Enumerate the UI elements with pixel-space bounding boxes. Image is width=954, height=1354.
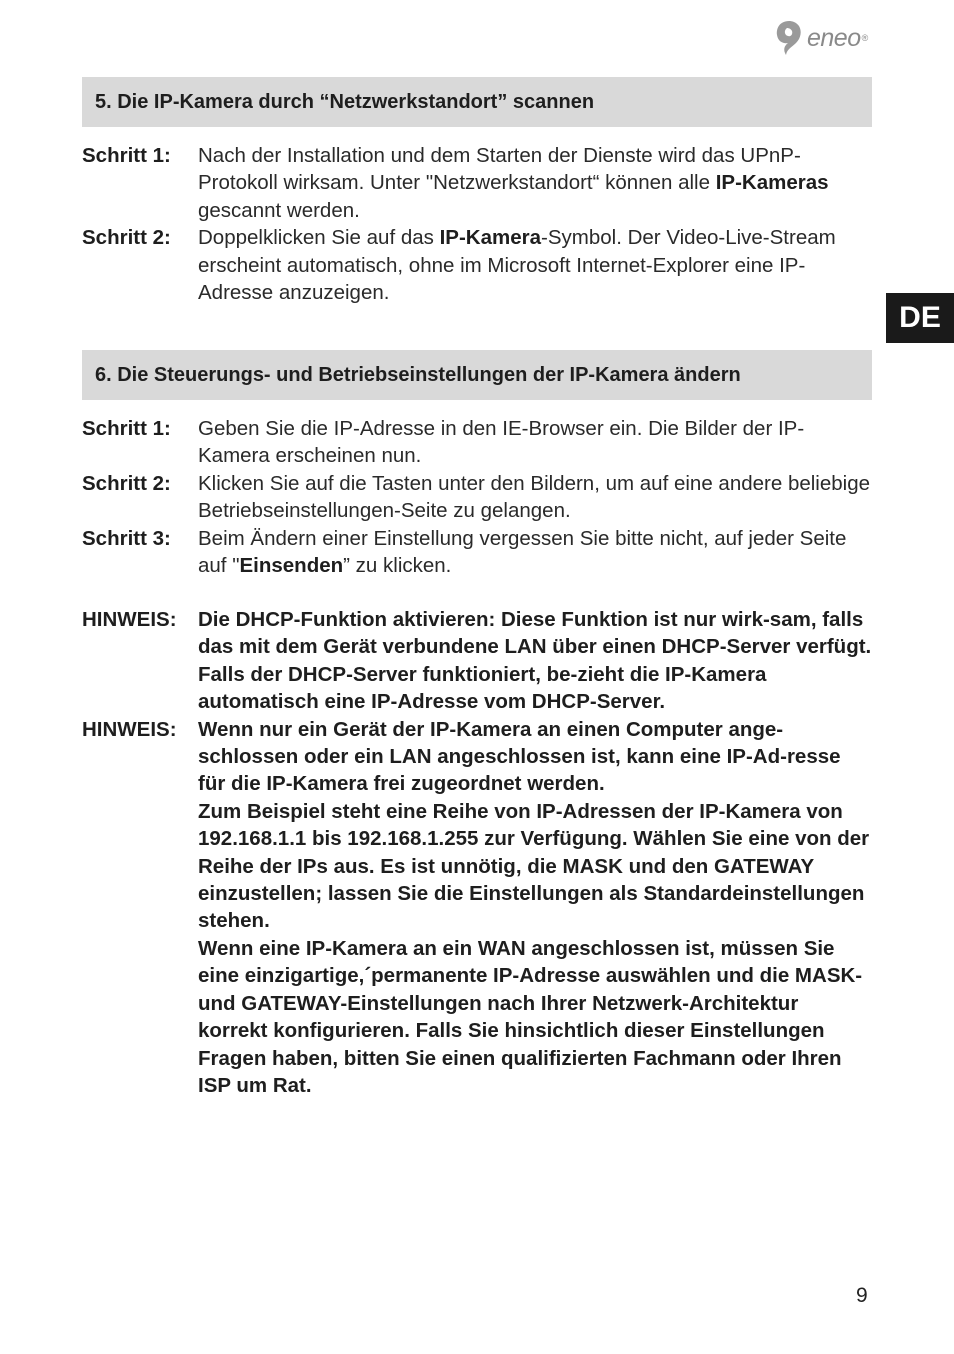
notes-block: [82, 606, 872, 1099]
eneo-swirl-icon: [774, 19, 804, 57]
section-6-step-2: [82, 470, 872, 525]
step-label: Schritt 2:: [82, 226, 171, 250]
step-text: Beim Ändern einer Einstellung vergessen Sie bitte nicht, auf jeder Seite auf "Einsenden” zu klicken.: [198, 526, 847, 578]
section-5-heading: 5. Die IP-Kamera durch “Netzwerkstandort” scannen: [82, 77, 872, 127]
note-text: [198, 606, 872, 716]
page-number: 9: [856, 1284, 868, 1307]
step-text: Doppelklicken Sie auf das IP-Kamera-Symbol. Der Video-Live-Stream erscheint automatisch, ohne im Microsoft Internet-Explorer eine IP-Adresse anzuzeigen.: [198, 226, 836, 305]
language-tab: DE: [886, 293, 954, 343]
step-text: Geben Sie die IP-Adresse in den IE-Browser ein. Die Bilder der IP-Kamera erscheinen nun.: [198, 417, 805, 468]
section-5-steps: [82, 142, 872, 306]
step-text: Nach der Installation und dem Starten der Dienste wird das UPnP-Protokoll wirksam. Unter "Netzwerkstandort“ können alle IP-Kameras gescannt werden.: [198, 144, 829, 222]
note-text: [198, 716, 872, 1100]
note-ip-address: [82, 716, 872, 1100]
logo-registered-mark: ®: [861, 33, 869, 43]
note-label: HINWEIS:: [82, 717, 177, 741]
step-label: Schritt 1:: [82, 144, 171, 167]
note-paragraph: Zum Beispiel steht eine Reihe von IP-Adressen der IP-Kamera von 192.168.1.1 bis 192.168.1.255 zur Verfügung. Wählen Sie eine von der Reihe der IPs aus. Es ist unnötig, die MASK und den GATEWAY einzustellen; lassen Sie die Einstellungen als Standardeinstellungen stehen.: [198, 799, 870, 933]
section-6-step-1: [82, 415, 872, 470]
note-paragraph: Wenn nur ein Gerät der IP-Kamera an einen Computer ange-schlossen oder ein LAN angeschlossen ist, kann eine IP-Ad-resse für die IP-Kamera frei zugeordnet werden.: [198, 717, 841, 796]
note-paragraph: Die DHCP-Funktion aktivieren: Diese Funktion ist nur wirk-sam, falls das mit dem Gerät verbundene LAN über einen DHCP-Server verfügt. Falls der DHCP-Server funktioniert, be-zieht die IP-Kamera automatisch eine IP-Adresse vom DHCP-Server.: [198, 608, 872, 714]
note-dhcp: [82, 606, 872, 716]
step-text: Klicken Sie auf die Tasten unter den Bildern, um auf eine andere beliebige Betriebseinstellungen-Seite zu gelangen.: [198, 471, 871, 523]
section-6-heading: 6. Die Steuerungs- und Betriebseinstellungen der IP-Kamera ändern: [82, 350, 872, 400]
section-5-step-1: [82, 142, 872, 224]
note-paragraph: Wenn eine IP-Kamera an ein WAN angeschlossen ist, müssen Sie eine einzigartige,´permanente IP-Adresse auswählen und die MASK- und GATEWAY-Einstellungen nach Ihrer Netzwerk-Architektur korrekt konfigurieren. Falls Sie hinsichtlich dieser Einstellungen Fragen haben, bitten Sie einen qualifizierten Fachmann oder Ihren ISP um Rat.: [198, 936, 863, 1097]
step-label: Schritt 3:: [82, 526, 171, 550]
step-label: Schritt 1:: [82, 417, 171, 440]
logo-wordmark: eneo: [807, 23, 861, 52]
section-6-step-3: [82, 525, 872, 580]
section-5-step-2: [82, 224, 872, 306]
brand-logo: [774, 18, 868, 58]
section-6-steps: [82, 415, 872, 579]
note-label: HINWEIS:: [82, 608, 177, 631]
step-label: Schritt 2:: [82, 471, 171, 495]
